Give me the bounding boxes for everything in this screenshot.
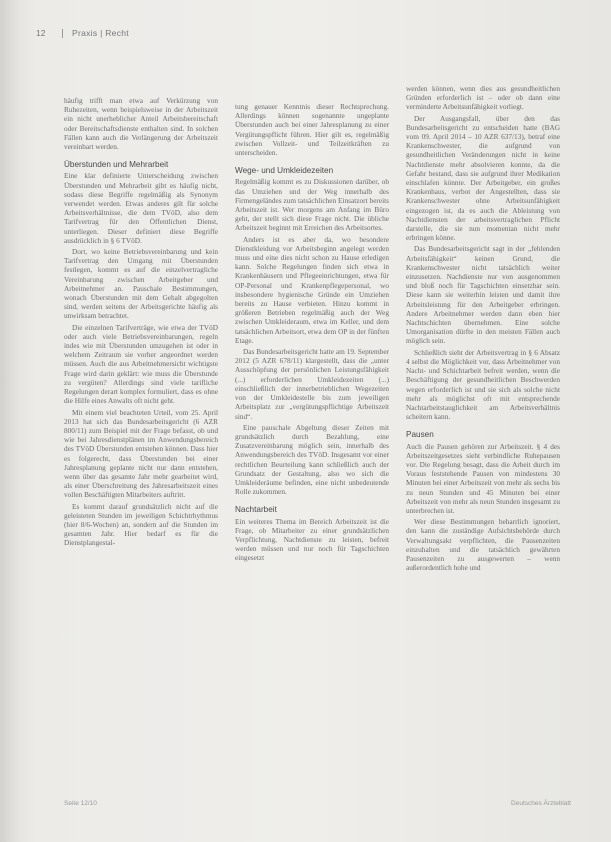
- section-heading: Nachtarbeit: [235, 505, 277, 515]
- text-column-2: [235, 102, 389, 565]
- body-paragraph: häufig trifft man etwa auf Verkürzung von Ruhezeiten, wenn beispielsweise in der Arbeitszeit ein nicht unerheblicher Anteil Arbeitsbereitschaft oder Bereitschaftsdienste enthalten sind. In solchen Fällen kann auch die Verlängerung der Arbeitszeit vereinbart werden.: [64, 96, 218, 152]
- text-column-1: [64, 96, 218, 550]
- page-header: [0, 28, 611, 42]
- body-paragraph: tung genauer Kenntnis dieser Rechtsprechung. Allerdings können sogenannte ungeplante Überstunden auch bei einer Jahresplanung zu einer Vergütungspflicht führen. Hier gilt es, regelmäßig zwischen Vollzeit- und Teilzeitkräften zu unterscheiden.: [235, 102, 389, 158]
- footer-right-text: Deutsches Ärzteblatt: [511, 800, 571, 807]
- section-label: Praxis | Recht: [72, 28, 129, 38]
- body-paragraph: Die einzelnen Tarifverträge, wie etwa der TVöD oder auch viele Betriebsvereinbarungen, regeln indes wie mit Überstunden umzugehen ist oder in welchem Zeitraum sie vorher angeordnet werden müssen. Auch die aus Arbeitnehmersicht wichtigste Frage wird darin geklärt: wie muss die Überstunde zu vergüten? Allerdings sind viele tarifliche Regelungen derart komplex formuliert, dass es ohne die Hilfe eines Anwalts oft nicht geht.: [64, 322, 218, 406]
- text-column-3: [406, 84, 560, 574]
- body-paragraph: Eine klar definierte Unterscheidung zwischen Überstunden und Mehrarbeit gibt es häufig nicht, sodass diese Begriffe regelmäßig als Synonym verwendet werden. Etwas anderes gilt für solche Arbeitsverhältnisse, die dem TVöD, also dem Tarifvertrag für den Öffentlichen Dienst, unterliegen. Dieser definiert diese Begriffe ausdrücklich in § 6 TVöD.: [64, 171, 218, 245]
- body-paragraph: Wer diese Bestimmungen beharrlich ignoriert, den kann die zuständige Aufsichtsbehörde durch Verwaltungsakt verpflichten, die Pausenzeiten einzuhalten und die tatsächlich gewährten Pausenzeiten zu ausgewerten – wenn außerordentlich hohe und: [406, 517, 560, 573]
- footer-left-text: Seite 12/10: [64, 800, 97, 807]
- section-heading: Wege- und Umkleidezeiten: [235, 166, 334, 176]
- body-paragraph: Es kommt darauf grundsätzlich nicht auf die geleisteten Stunden im jeweiligen Schichtrhythmus (hier 8/6-Wochen) an, sondern auf die Stunden im gesamten Jahr. Hier bedarf es für die Dienstplangestal-: [64, 501, 218, 548]
- body-paragraph: Das Bundesarbeitsgericht hatte am 19. September 2012 (5 AZR 678/11) klargestellt, dass die „unter Ausschöpfung der persönlichen Leistungsfähigkeit (...) erforderlichen Umkleidezeiten (...) einschließlich der innerbetrieblichen Wegezeiten von der Umkleidestelle bis zum jeweiligen Arbeitsplatz zur „vergütungspflichtige Arbeitszeit sind“.: [235, 347, 389, 421]
- body-paragraph: Anders ist es aber da, wo besondere Dienstkleidung vor Arbeitsbeginn angelegt werden muss und eine dies nicht schon zu Hause erledigen kann. Solche Regelungen finden sich etwa in Krankenhäusern und Pflegeeinrichtungen, etwa für OP-Personal und Krankenpflegepersonal, wo insbesondere hygienische Gründe ein Umziehen bereits zu Hause verbieten. Hinzu kommt in größeren Betrieben regelmäßig auch der Weg zwischen Umkleideraum, etwa im Keller, und dem tatsächlichen Arbeitsort, etwa dem OP in der fünften Etage.: [235, 234, 389, 345]
- body-paragraph: Das Bundesarbeitsgericht sagt in der „fehlenden Arbeitsfähigkeit“ keinen Grund, die Krankenschwester nicht tatsächlich weiter einzusetzen. Nachdienste nur von ausgenommen und bloß noch für Tagschichten einsetzbar sein. Diese kann sie weiterhin leisten und damit ihre Arbeitsleistung für den Arbeitgeber erbringen. Andere Arbeitnehmer werden dann eben hier Nachtschichten übernehmen. Eine solche Umorganisation dürfte in den meisten Fällen auch möglich sein.: [406, 244, 560, 346]
- section-heading: Pausen: [406, 430, 434, 440]
- section-heading: Überstunden und Mehrarbeit: [64, 160, 169, 170]
- body-paragraph: Regelmäßig kommt es zu Diskussionen darüber, ob das Umziehen und der Weg innerhalb des Firmengeländes zum tatsächlichen Einsatzort bereits Arbeitszeit ist. Wer morgens am Anfang im Büro geht, der stellt sich diese Frage nicht. Die übliche Arbeitszeit beginnt mit Erreichen des Arbeitsortes.: [235, 177, 389, 233]
- body-paragraph: Auch die Pausen gehören zur Arbeitszeit. § 4 des Arbeitszeitgesetzes sieht verbindliche Ruhepausen vor. Die Regelung besagt, dass die Arbeit durch im Voraus feststehende Pausen von mindestens 30 Minuten bei einer Arbeitszeit von mehr als sechs bis zu neun Stunden und 45 Minuten bei einer Arbeitszeit von mehr als neun Stunden insgesamt zu unterbrechen ist.: [406, 441, 560, 515]
- body-paragraph: Eine pauschale Abgeltung dieser Zeiten mit grundsätzlich durch Bezahlung, eine Zusatzvereinbarung möglich sein, innerhalb des Anwendungsbereich des TVöD. Insgesamt vor einer rechtlichen Beurteilung kann schließlich auch der Grundsatz der Gestaltung, also wo sich die Umkleideräume befinden, eine nicht unbedeutende Rolle zukommen.: [235, 422, 389, 497]
- body-paragraph: Der Ausgangsfall, über den das Bundesarbeitsgericht zu entscheiden hatte (BAG vom 09. April 2014 – 10 AZR 637/13), betraf eine Krankenschwester, die aufgrund von gesundheitlichen Veränderungen nicht in keine Nachtdienste mehr absolvieren konnte, da die Gefahr bestand, dass sie aufgrund ihrer Medikation einschlafen könnte. Der Arbeitgeber, ein großes Krankenhaus, verbot der Angestellten, dass sie Krankenschwester ohne Arbeitsunfähigkeit eingezogen ist, da es auch die Ableistung von Nachtdiensten der arbeitsvertraglichen Pflicht darstelle, die sie nun momentan nicht mehr erbringen könne.: [406, 113, 560, 243]
- body-paragraph: Ein weiteres Thema im Bereich Arbeitszeit ist die Frage, ob Mitarbeiter zu einer grundsätzlichen Verpflichtung, Nachtdienste zu leisten, befreit werden müssen und nur noch für Tagschichten eingesetzt: [235, 516, 389, 563]
- page-gutter-shadow: [0, 0, 20, 842]
- body-paragraph: Schließlich sieht der Arbeitsvertrag in § 6 Absatz 4 selbst die Möglichkeit vor, dass Arbeitnehmer von Nacht- und Schichtarbeit befreit werden, wenn die Beschäftigung der gesundheitlichen Beschwerden wegen erforderlich ist und sie sich als solche nicht mehr als möglichst oft mit entsprechende Nachtarbeitstauglichkeit am Arbeitsverhältnis scheitern kann.: [406, 347, 560, 422]
- header-divider: [62, 29, 63, 38]
- page-footer: [0, 800, 611, 812]
- body-paragraph: Dort, wo keine Betriebsvereinbarung und kein Tarifvertrag den Umgang mit Überstunden festlegen, kommt es auf die einzelvertragliche Vereinbarung zwischen Arbeitgeber und Arbeitnehmer an. Pauschale Bestimmungen, wonach Überstunden mit dem Gehalt abgegolten sind, werden seitens der Arbeitsgerichte häufig als unwirksam betrachtet.: [64, 247, 218, 321]
- body-paragraph: werden können, wenn dies aus gesundheitlichen Gründen erforderlich ist – oder ob dann eine verminderte Arbeitsunfähigkeit vorliegt.: [406, 84, 560, 112]
- page-number: 12: [36, 28, 46, 38]
- body-paragraph: Mit einem viel beachteten Urteil, vom 25. April 2013 hat sich das Bundesarbeitsgericht (6 AZR 800/11) zum Beispiel mit der Frage befasst, ob und wie bei Jahresdienstplänen im Anwendungsbereich des TVöD Überstunden entstehen können. Dass hier es folgerecht, dass Überstunden bei einer Jahresplanung geplante nicht nur dann entstehen, wenn über das gesamte Jahr mehr gearbeitet wird, als einer Überschreitung des Jahresarbeitszeit eines vollen Beschäftigten Mitarbeiters auftritt.: [64, 407, 218, 500]
